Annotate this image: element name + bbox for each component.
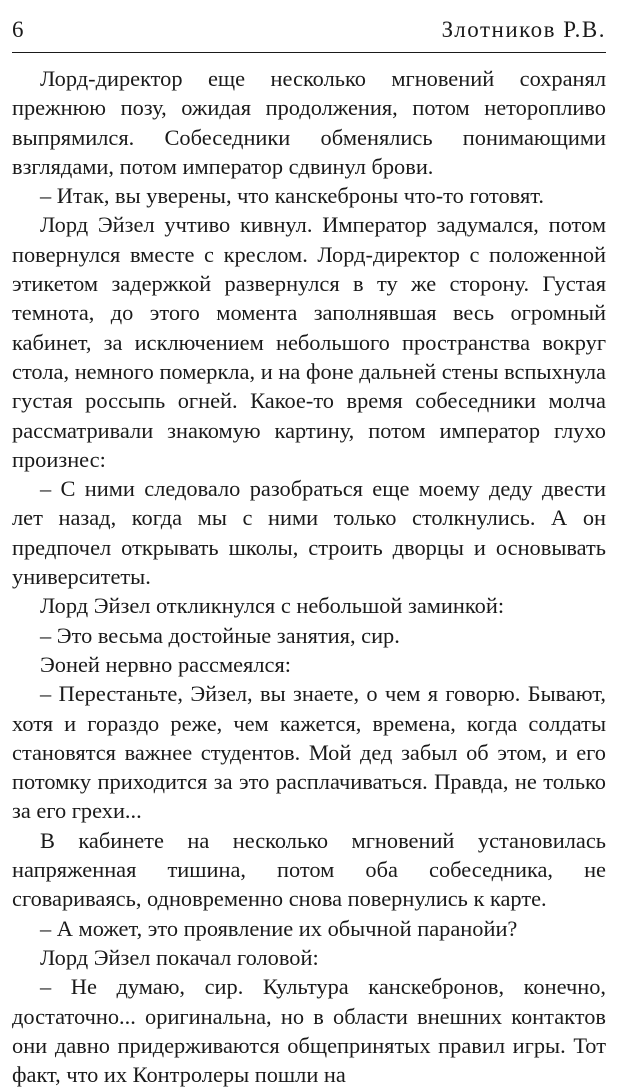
paragraph: Эоней нервно рассмеялся: — [40, 651, 291, 677]
paragraph: – А может, это проявление их обычной паранойи? — [40, 915, 518, 941]
paragraph: В кабинете на несколько мгновений установилась напряженная тишина, потом оба собеседника, не сговариваясь, одновременно снова повернулись к карте. — [12, 827, 606, 912]
page-number: 6 — [12, 17, 24, 42]
paragraph: – Итак, вы уверены, что канскеброны что-то готовят. — [40, 183, 544, 209]
header-rule — [12, 52, 606, 53]
running-head-author: Злотников Р.В. — [441, 17, 606, 42]
body-text — [12, 64, 606, 1089]
paragraph: – С ними следовало разобраться еще моему деду двести лет назад, когда мы с ними только столкнулись. А он предпочел открывать школы, строить дворцы и основывать университеты. — [12, 476, 606, 590]
paragraph: Лорд Эйзел покачал головой: — [40, 944, 319, 970]
page-header — [12, 14, 606, 46]
paragraph: – Перестаньте, Эйзел, вы знаете, о чем я говорю. Бывают, хотя и гораздо реже, чем кажется, времена, когда солдаты становятся важнее студентов. Мой дед забыл об этом, и его потомку приходится за это расплачиваться. Правда, не только за его грехи... — [12, 681, 606, 824]
paragraph: Лорд Эйзел учтиво кивнул. Император задумался, потом повернулся вместе с креслом. Лорд-директор с положенной этикетом задержкой развернулся в ту же сторону. Густая темнота, до этого момента заполнявшая весь огромный кабинет, за исключением небольшого пространства вокруг стола, немного померкла, и на фоне дальней стены вспыхнула густая россыпь огней. Какое-то время собеседники молча рассматривали знакомую картину, потом император глухо произнес: — [12, 212, 606, 472]
paragraph: Лорд Эйзел откликнулся с небольшой заминкой: — [40, 593, 505, 619]
paragraph: – Это весьма достойные занятия, сир. — [40, 622, 400, 648]
paragraph: – Не думаю, сир. Культура канскебронов, конечно, достаточно... оригинальна, но в области внешних контактов они давно придерживаются общепринятых правил игры. Тот факт, что их Контролеры пошли на — [12, 974, 606, 1088]
paragraph: Лорд-директор еще несколько мгновений сохранял прежнюю позу, ожидая продолжения, потом неторопливо выпрямился. Собеседники обменялись понимающими взглядами, потом император сдвинул брови. — [12, 66, 606, 179]
